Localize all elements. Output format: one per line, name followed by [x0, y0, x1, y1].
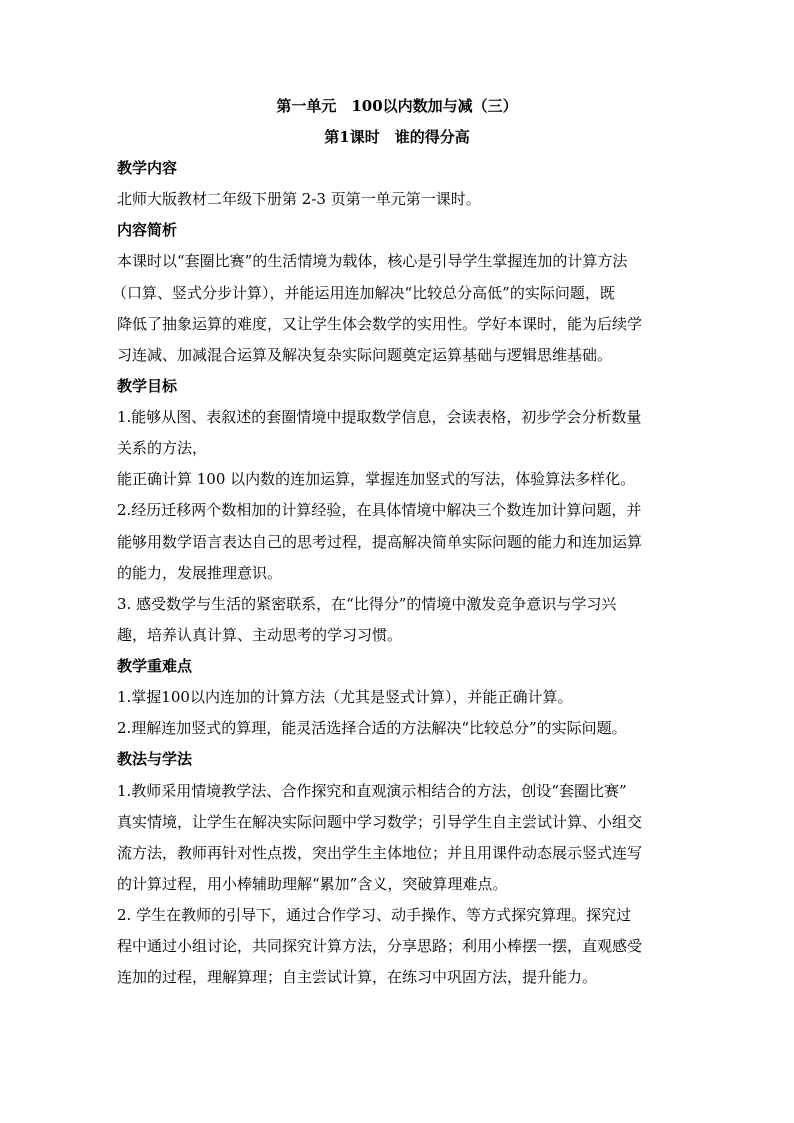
paragraph-line: 1.教师采用情境教学法、合作探究和直观演示相结合的方法，创设“套圈比赛”	[117, 782, 627, 800]
paragraph-line: 的计算过程，用小棒辅助理解“累加”含义，突破算理难点。	[117, 875, 508, 893]
paragraph-line: 2. 学生在教师的引导下，通过合作学习、动手操作、等方式探究算理。探究过	[117, 906, 632, 924]
paragraph-line: 趣，培养认真计算、主动思考的学习习惯。	[117, 626, 403, 644]
paragraph-line: 3. 感受数学与生活的紧密联系，在“比得分”的情境中激发竞争意识与学习兴	[117, 595, 617, 613]
paragraph-line: 流方法，教师再针对性点拨，突出学生主体地位；并且用课件动态展示竖式连写	[117, 844, 643, 862]
document-title: 第一单元 100以内数加与减（三）	[276, 97, 518, 115]
paragraph-line: 2.经历迁移两个数相加的计算经验，在具体情境中解决三个数连加计算问题，并	[117, 501, 642, 519]
paragraph-line: （口算、竖式分步计算），并能运用连加解决“比较总分高低”的实际问题，既	[112, 284, 615, 302]
section-heading-objectives: 教学目标	[117, 377, 178, 395]
section-heading-key-points: 教学重难点	[117, 657, 193, 675]
lesson-subtitle: 第1课时 谁的得分高	[324, 128, 470, 146]
paragraph-line: 降低了抽象运算的难度，又让学生体会数学的实用性。学好本课时，能为后续学	[117, 315, 643, 333]
paragraph-line: 1.掌握100以内连加的计算方法（尤其是竖式计算），并能正确计算。	[117, 688, 573, 706]
section-heading-content: 教学内容	[117, 159, 178, 177]
paragraph-line: 2.理解连加竖式的算理，能灵活选择合适的方法解决“比较总分”的实际问题。	[117, 719, 627, 737]
paragraph-line: 北师大版教材二年级下册第 2-3 页第一单元第一课时。	[117, 190, 481, 208]
section-heading-analysis: 内容简析	[117, 221, 178, 239]
paragraph-line: 连加的过程，理解算理；自主尝试计算，在练习中巩固方法，提升能力。	[117, 968, 598, 986]
paragraph-line: 真实情境，让学生在解决实际问题中学习数学；引导学生自主尝试计算、小组交	[117, 813, 643, 831]
section-heading-methods: 教法与学法	[117, 750, 193, 768]
paragraph-line: 能够用数学语言表达自己的思考过程，提高解决简单实际问题的能力和连加运算	[117, 533, 643, 551]
paragraph-line: 习连减、加减混合运算及解决复杂实际问题奠定运算基础与逻辑思维基础。	[117, 346, 613, 364]
paragraph-line: 本课时以“套圈比赛”的生活情境为载体，核心是引导学生掌握连加的计算方法	[117, 252, 628, 270]
paragraph-line: 能正确计算 100 以内数的连加运算，掌握连加竖式的写法，体验算法多样化。	[117, 470, 636, 488]
paragraph-line: 关系的方法，	[117, 439, 208, 457]
paragraph-line: 1.能够从图、表叙述的套圈情境中提取数学信息，会读表格，初步学会分析数量	[117, 408, 642, 426]
paragraph-line: 程中通过小组讨论，共同探究计算方法，分享思路；利用小棒摆一摆，直观感受	[117, 937, 643, 955]
paragraph-line: 的能力，发展推理意识。	[117, 564, 283, 582]
